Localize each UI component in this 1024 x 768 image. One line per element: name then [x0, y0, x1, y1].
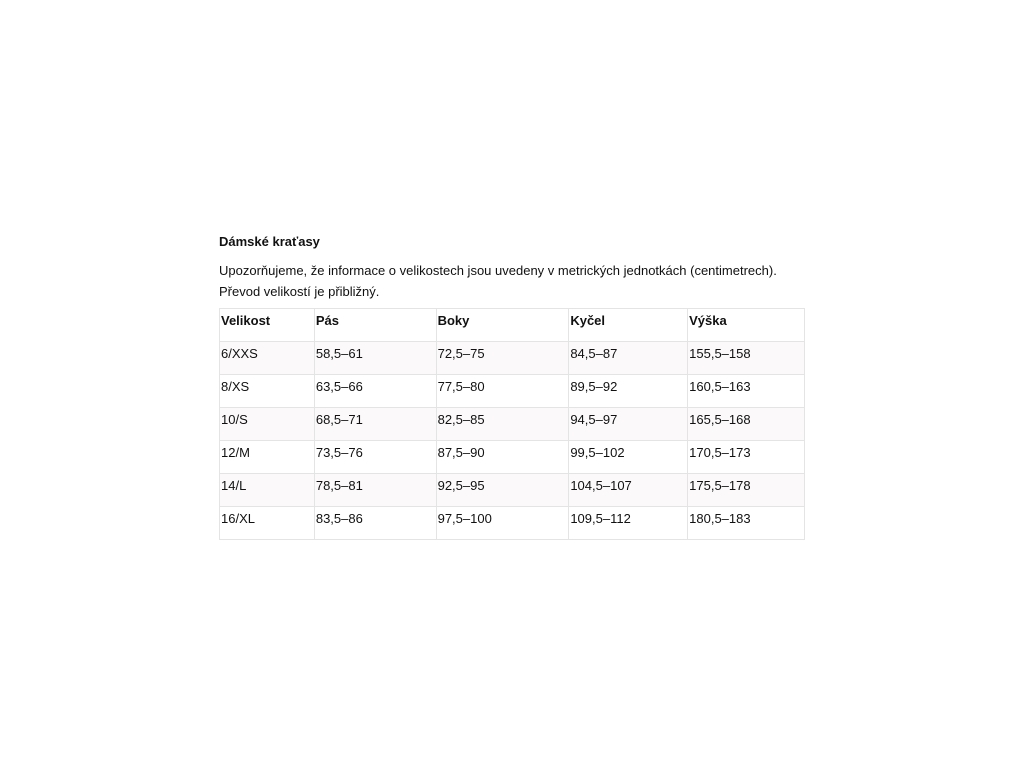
table-cell: 104,5–107 [569, 474, 688, 507]
table-cell: 92,5–95 [436, 474, 569, 507]
table-cell: 94,5–97 [569, 408, 688, 441]
table-cell: 175,5–178 [688, 474, 805, 507]
table-cell: 14/L [220, 474, 315, 507]
table-cell: 97,5–100 [436, 507, 569, 540]
table-cell: 99,5–102 [569, 441, 688, 474]
table-cell: 155,5–158 [688, 342, 805, 375]
size-guide [219, 232, 809, 540]
table-cell: 12/M [220, 441, 315, 474]
table-cell: 77,5–80 [436, 375, 569, 408]
table-cell: 84,5–87 [569, 342, 688, 375]
table-cell: 165,5–168 [688, 408, 805, 441]
table-cell: 180,5–183 [688, 507, 805, 540]
table-cell: 160,5–163 [688, 375, 805, 408]
table-cell: 87,5–90 [436, 441, 569, 474]
header-hips: Boky [436, 309, 569, 342]
table-cell: 82,5–85 [436, 408, 569, 441]
table-cell: 8/XS [220, 375, 315, 408]
table-cell: 58,5–61 [314, 342, 436, 375]
size-table [219, 308, 805, 540]
table-row [220, 474, 805, 507]
table-header-row [220, 309, 805, 342]
table-cell: 63,5–66 [314, 375, 436, 408]
page-title: Dámské kraťasy [219, 234, 320, 249]
table-cell: 89,5–92 [569, 375, 688, 408]
size-note [219, 260, 809, 302]
header-size: Velikost [220, 309, 315, 342]
header-height: Výška [688, 309, 805, 342]
header-waist: Pás [314, 309, 436, 342]
table-row [220, 441, 805, 474]
table-row [220, 408, 805, 441]
table-cell: 109,5–112 [569, 507, 688, 540]
table-cell: 83,5–86 [314, 507, 436, 540]
table-cell: 73,5–76 [314, 441, 436, 474]
table-cell: 170,5–173 [688, 441, 805, 474]
size-note-line-2: Převod velikostí je přibližný. [219, 284, 380, 299]
table-row [220, 342, 805, 375]
size-note-line-1: Upozorňujeme, že informace o velikostech jsou uvedeny v metrických jednotkách (centimetrech). [219, 263, 777, 278]
table-cell: 10/S [220, 408, 315, 441]
table-cell: 68,5–71 [314, 408, 436, 441]
table-row [220, 375, 805, 408]
table-cell: 6/XXS [220, 342, 315, 375]
table-row [220, 507, 805, 540]
table-cell: 78,5–81 [314, 474, 436, 507]
header-hip-joint: Kyčel [569, 309, 688, 342]
table-cell: 16/XL [220, 507, 315, 540]
table-cell: 72,5–75 [436, 342, 569, 375]
